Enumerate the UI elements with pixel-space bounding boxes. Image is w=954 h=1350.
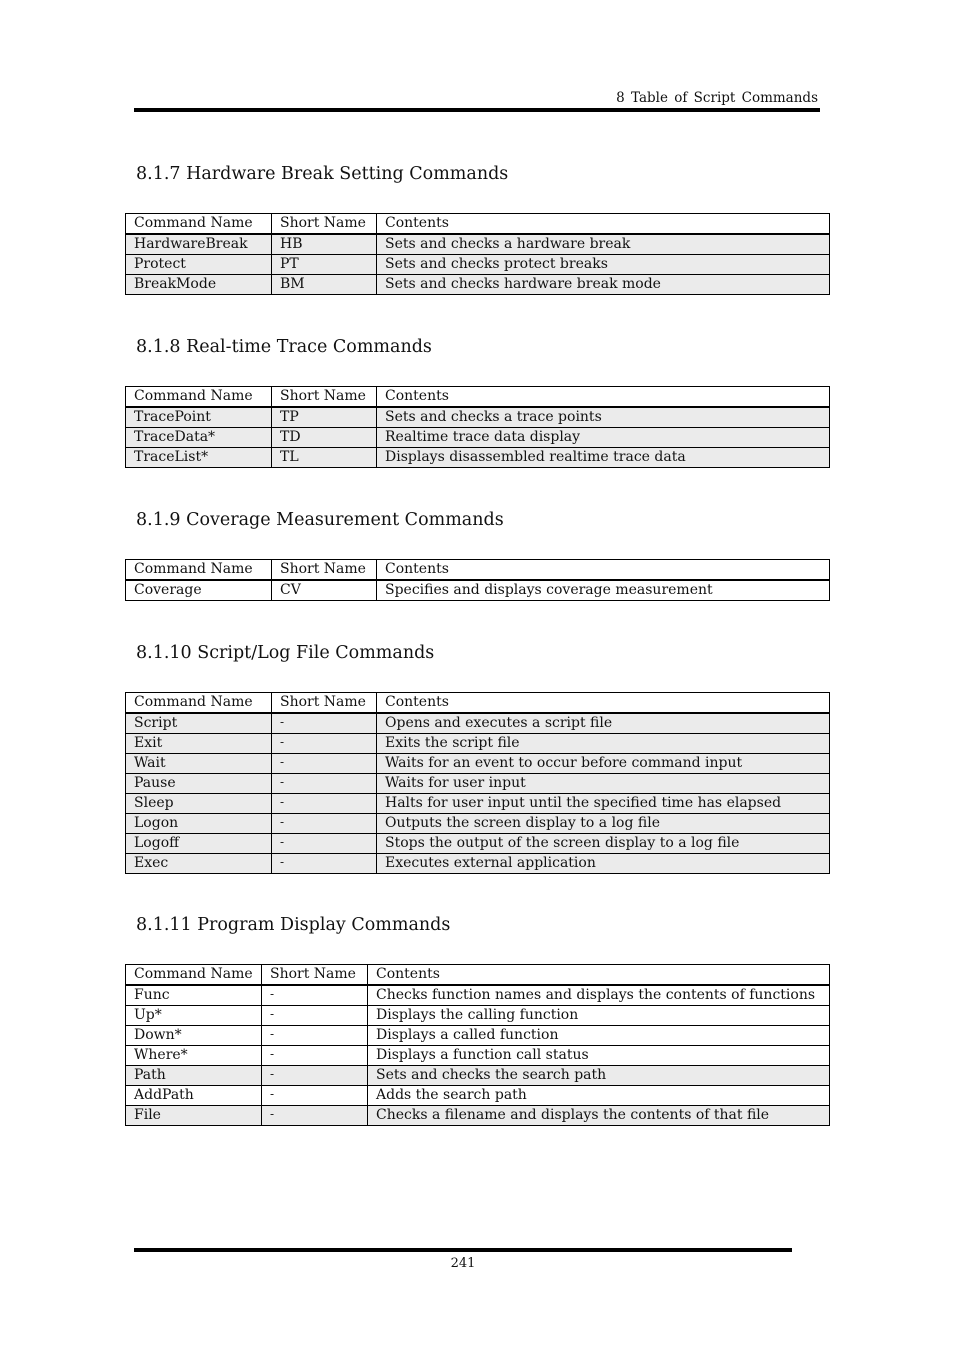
cell-short: - — [262, 1026, 368, 1046]
cell-command: Script — [126, 713, 272, 734]
cell-command: Path — [126, 1066, 262, 1086]
cell-contents: Sets and checks protect breaks — [377, 255, 830, 275]
cell-contents: Displays the calling function — [368, 1006, 830, 1026]
cell-command: Logon — [126, 814, 272, 834]
cell-contents: Stops the output of the screen display to a log file — [377, 834, 830, 854]
cell-contents: Exits the script file — [377, 734, 830, 754]
command-table — [125, 692, 830, 874]
header-contents: Contents — [377, 387, 830, 408]
cell-short: - — [262, 1066, 368, 1086]
cell-command: Exec — [126, 854, 272, 874]
cell-contents: Specifies and displays coverage measurement — [377, 580, 830, 601]
cell-contents: Outputs the screen display to a log file — [377, 814, 830, 834]
cell-short: - — [262, 1046, 368, 1066]
table-row — [126, 774, 830, 794]
cell-command: Sleep — [126, 794, 272, 814]
cell-short: - — [272, 834, 377, 854]
section-hardware-break — [125, 163, 830, 292]
cell-contents: Displays a called function — [368, 1026, 830, 1046]
header-contents: Contents — [377, 214, 830, 235]
cell-command: TracePoint — [126, 407, 272, 428]
cell-short: - — [262, 1106, 368, 1126]
header-contents: Contents — [368, 965, 830, 986]
section-title: 8.1.9 Coverage Measurement Commands — [136, 510, 504, 530]
command-table — [125, 386, 830, 468]
header-contents: Contents — [377, 560, 830, 581]
table-row — [126, 448, 830, 468]
cell-short: - — [272, 734, 377, 754]
table-row — [126, 1086, 830, 1106]
cell-contents: Adds the search path — [368, 1086, 830, 1106]
cell-contents: Checks a filename and displays the contents of that file — [368, 1106, 830, 1126]
cell-short: - — [272, 713, 377, 734]
section-title: 8.1.8 Real-time Trace Commands — [136, 337, 432, 357]
command-table — [125, 559, 830, 601]
table-header-row — [126, 214, 830, 235]
cell-command: Pause — [126, 774, 272, 794]
table-row — [126, 234, 830, 255]
cell-contents: Displays a function call status — [368, 1046, 830, 1066]
cell-contents: Sets and checks a trace points — [377, 407, 830, 428]
header-short-name: Short Name — [272, 693, 377, 714]
cell-short: - — [272, 794, 377, 814]
section-program-display — [125, 914, 830, 1123]
header-command-name: Command Name — [126, 387, 272, 408]
cell-contents: Sets and checks hardware break mode — [377, 275, 830, 295]
header-short-name: Short Name — [272, 387, 377, 408]
table-row — [126, 854, 830, 874]
header-command-name: Command Name — [126, 214, 272, 235]
table-row — [126, 985, 830, 1006]
section-realtime-trace — [125, 336, 830, 465]
cell-short: TP — [272, 407, 377, 428]
cell-contents: Opens and executes a script file — [377, 713, 830, 734]
section-title: 8.1.11 Program Display Commands — [136, 915, 451, 935]
cell-command: Exit — [126, 734, 272, 754]
running-head: 8 Table of Script Commands — [616, 90, 818, 106]
cell-short: - — [262, 1086, 368, 1106]
cell-short: - — [262, 985, 368, 1006]
cell-contents: Sets and checks the search path — [368, 1066, 830, 1086]
page-number: 241 — [450, 1256, 476, 1271]
table-header-row — [126, 560, 830, 581]
table-row — [126, 580, 830, 601]
table-header-row — [126, 965, 830, 986]
header-command-name: Command Name — [126, 693, 272, 714]
command-table — [125, 213, 830, 295]
section-coverage — [125, 509, 830, 598]
cell-command: Down* — [126, 1026, 262, 1046]
cell-command: Logoff — [126, 834, 272, 854]
table-row — [126, 754, 830, 774]
cell-short: - — [272, 774, 377, 794]
header-rule — [134, 108, 820, 112]
header-short-name: Short Name — [262, 965, 368, 986]
cell-command: Func — [126, 985, 262, 1006]
cell-short: - — [272, 854, 377, 874]
cell-command: Protect — [126, 255, 272, 275]
table-row — [126, 814, 830, 834]
cell-contents: Realtime trace data display — [377, 428, 830, 448]
table-row — [126, 713, 830, 734]
table-row — [126, 1046, 830, 1066]
cell-command: Where* — [126, 1046, 262, 1066]
table-row — [126, 407, 830, 428]
cell-command: Coverage — [126, 580, 272, 601]
table-row — [126, 1066, 830, 1086]
header-command-name: Command Name — [126, 965, 262, 986]
table-header-row — [126, 693, 830, 714]
cell-short: TD — [272, 428, 377, 448]
cell-contents: Checks function names and displays the contents of functions — [368, 985, 830, 1006]
header-short-name: Short Name — [272, 214, 377, 235]
cell-contents: Displays disassembled realtime trace data — [377, 448, 830, 468]
cell-command: File — [126, 1106, 262, 1126]
cell-contents: Halts for user input until the specified time has elapsed — [377, 794, 830, 814]
cell-short: PT — [272, 255, 377, 275]
cell-contents: Executes external application — [377, 854, 830, 874]
table-row — [126, 1006, 830, 1026]
cell-command: TraceData* — [126, 428, 272, 448]
table-header-row — [126, 387, 830, 408]
table-row — [126, 255, 830, 275]
section-title: 8.1.7 Hardware Break Setting Commands — [136, 164, 509, 184]
table-row — [126, 1106, 830, 1126]
cell-command: TraceList* — [126, 448, 272, 468]
cell-short: HB — [272, 234, 377, 255]
table-row — [126, 1026, 830, 1046]
cell-command: AddPath — [126, 1086, 262, 1106]
header-short-name: Short Name — [272, 560, 377, 581]
cell-short: TL — [272, 448, 377, 468]
cell-short: - — [262, 1006, 368, 1026]
cell-command: BreakMode — [126, 275, 272, 295]
cell-short: - — [272, 754, 377, 774]
table-row — [126, 794, 830, 814]
header-contents: Contents — [377, 693, 830, 714]
cell-short: CV — [272, 580, 377, 601]
footer-rule — [134, 1248, 792, 1252]
section-title: 8.1.10 Script/Log File Commands — [136, 643, 435, 663]
cell-command: Wait — [126, 754, 272, 774]
cell-command: Up* — [126, 1006, 262, 1026]
cell-short: - — [272, 814, 377, 834]
command-table — [125, 964, 830, 1126]
cell-command: HardwareBreak — [126, 234, 272, 255]
header-command-name: Command Name — [126, 560, 272, 581]
table-row — [126, 734, 830, 754]
cell-contents: Waits for user input — [377, 774, 830, 794]
cell-contents: Waits for an event to occur before command input — [377, 754, 830, 774]
table-row — [126, 428, 830, 448]
section-script-log — [125, 642, 830, 871]
cell-contents: Sets and checks a hardware break — [377, 234, 830, 255]
table-row — [126, 834, 830, 854]
cell-short: BM — [272, 275, 377, 295]
table-row — [126, 275, 830, 295]
